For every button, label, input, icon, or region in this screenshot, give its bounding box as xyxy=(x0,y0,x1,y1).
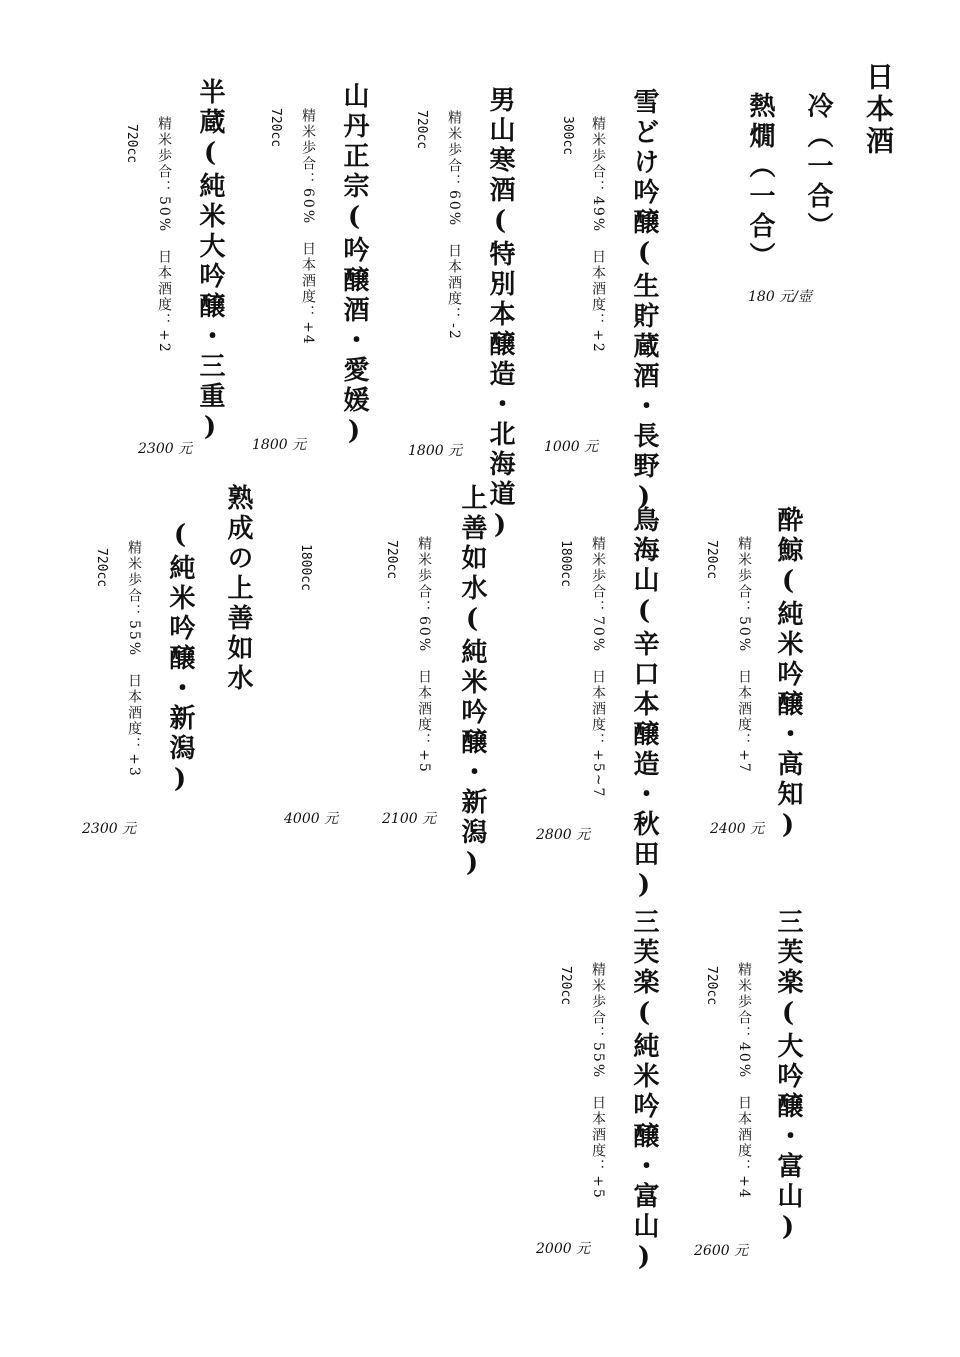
item-price-otokoyama: 1800 元 xyxy=(408,443,463,459)
house-cold: 冷（一合） xyxy=(803,92,833,242)
item-name-yamatan: 山丹正宗(吟醸酒・愛媛) xyxy=(339,82,369,450)
item-price-jozen: 2100 元 xyxy=(382,811,437,827)
item-price-chokaisan: 2800 元 xyxy=(536,827,591,843)
item-volume-suigei: 720cc xyxy=(704,540,719,580)
item-price-yamatan: 1800 元 xyxy=(252,437,307,453)
item-price-hanzo: 2300 元 xyxy=(138,441,193,457)
item-spec-jukusei-720: 精米歩合：55% 日本酒度：+3 xyxy=(126,540,142,778)
item-spec-jozen: 精米歩合：60% 日本酒度：+5 xyxy=(416,536,432,774)
item-spec-chokaisan: 精米歩合：70% 日本酒度：+5~7 xyxy=(590,536,606,799)
item-volume-jozen: 720cc xyxy=(384,540,399,580)
item-price-suigei: 2400 元 xyxy=(710,821,765,837)
item-volume-chokaisan: 1800cc xyxy=(558,540,573,587)
page-title: 日本酒 xyxy=(862,62,895,158)
item-volume-jukusei: 1800cc xyxy=(298,544,313,591)
house-hot: 熱燗（一合） xyxy=(745,92,775,272)
item-volume-sanraku-dai: 720cc xyxy=(704,966,719,1006)
item-name-jukusei-720: (純米吟醸・新潟) xyxy=(165,520,195,798)
item-spec-yamatan: 精米歩合：60% 日本酒度：+4 xyxy=(300,108,316,346)
item-volume-hanzo: 720cc xyxy=(124,124,139,164)
item-name-jozen: 上善如水(純米吟醸・新潟) xyxy=(457,484,487,882)
item-name-sanraku-junmai: 三芙楽(純米吟醸・富山) xyxy=(629,908,659,1276)
item-name-jukusei: 熟成の上善如水 xyxy=(223,484,253,694)
item-name-otokoyama: 男山寒酒(特別本醸造・北海道) xyxy=(485,86,515,544)
item-spec-sanraku-junmai: 精米歩合：55% 日本酒度：+5 xyxy=(590,962,606,1200)
item-volume-sanraku-junmai: 720cc xyxy=(558,966,573,1006)
item-price-sanraku-junmai: 2000 元 xyxy=(536,1241,591,1257)
item-volume-yukidoke: 300cc xyxy=(560,116,575,156)
item-price-yukidoke: 1000 元 xyxy=(544,439,599,455)
item-volume-otokoyama: 720cc xyxy=(414,110,429,150)
item-volume-yamatan: 720cc xyxy=(268,108,283,148)
item-name-suigei: 酔鯨(純米吟醸・高知) xyxy=(773,506,803,844)
item-spec-suigei: 精米歩合：50% 日本酒度：+7 xyxy=(736,536,752,774)
item-spec-otokoyama: 精米歩合：60% 日本酒度：-2 xyxy=(446,110,462,341)
item-spec-yukidoke: 精米歩合：49% 日本酒度：+2 xyxy=(590,116,606,354)
item-spec-hanzo: 精米歩合：50% 日本酒度：+2 xyxy=(156,116,172,354)
item-price-sanraku-dai: 2600 元 xyxy=(694,1243,749,1259)
item-name-hanzo: 半蔵(純米大吟醸・三重) xyxy=(195,78,225,446)
item-name-chokaisan: 鳥海山(辛口本醸造・秋田) xyxy=(629,506,659,904)
item-name-yukidoke: 雪どけ吟醸(生貯蔵酒・長野) xyxy=(629,88,659,516)
item-volume-jukusei-720: 720cc xyxy=(94,548,109,588)
item-price-jukusei-720: 2300 元 xyxy=(82,821,137,837)
item-name-sanraku-dai: 三芙楽(大吟醸・富山) xyxy=(773,908,803,1246)
house-price: 180 元/壺 xyxy=(748,289,812,305)
item-price-jukusei: 4000 元 xyxy=(284,811,339,827)
item-spec-sanraku-dai: 精米歩合：40% 日本酒度：+4 xyxy=(736,962,752,1200)
